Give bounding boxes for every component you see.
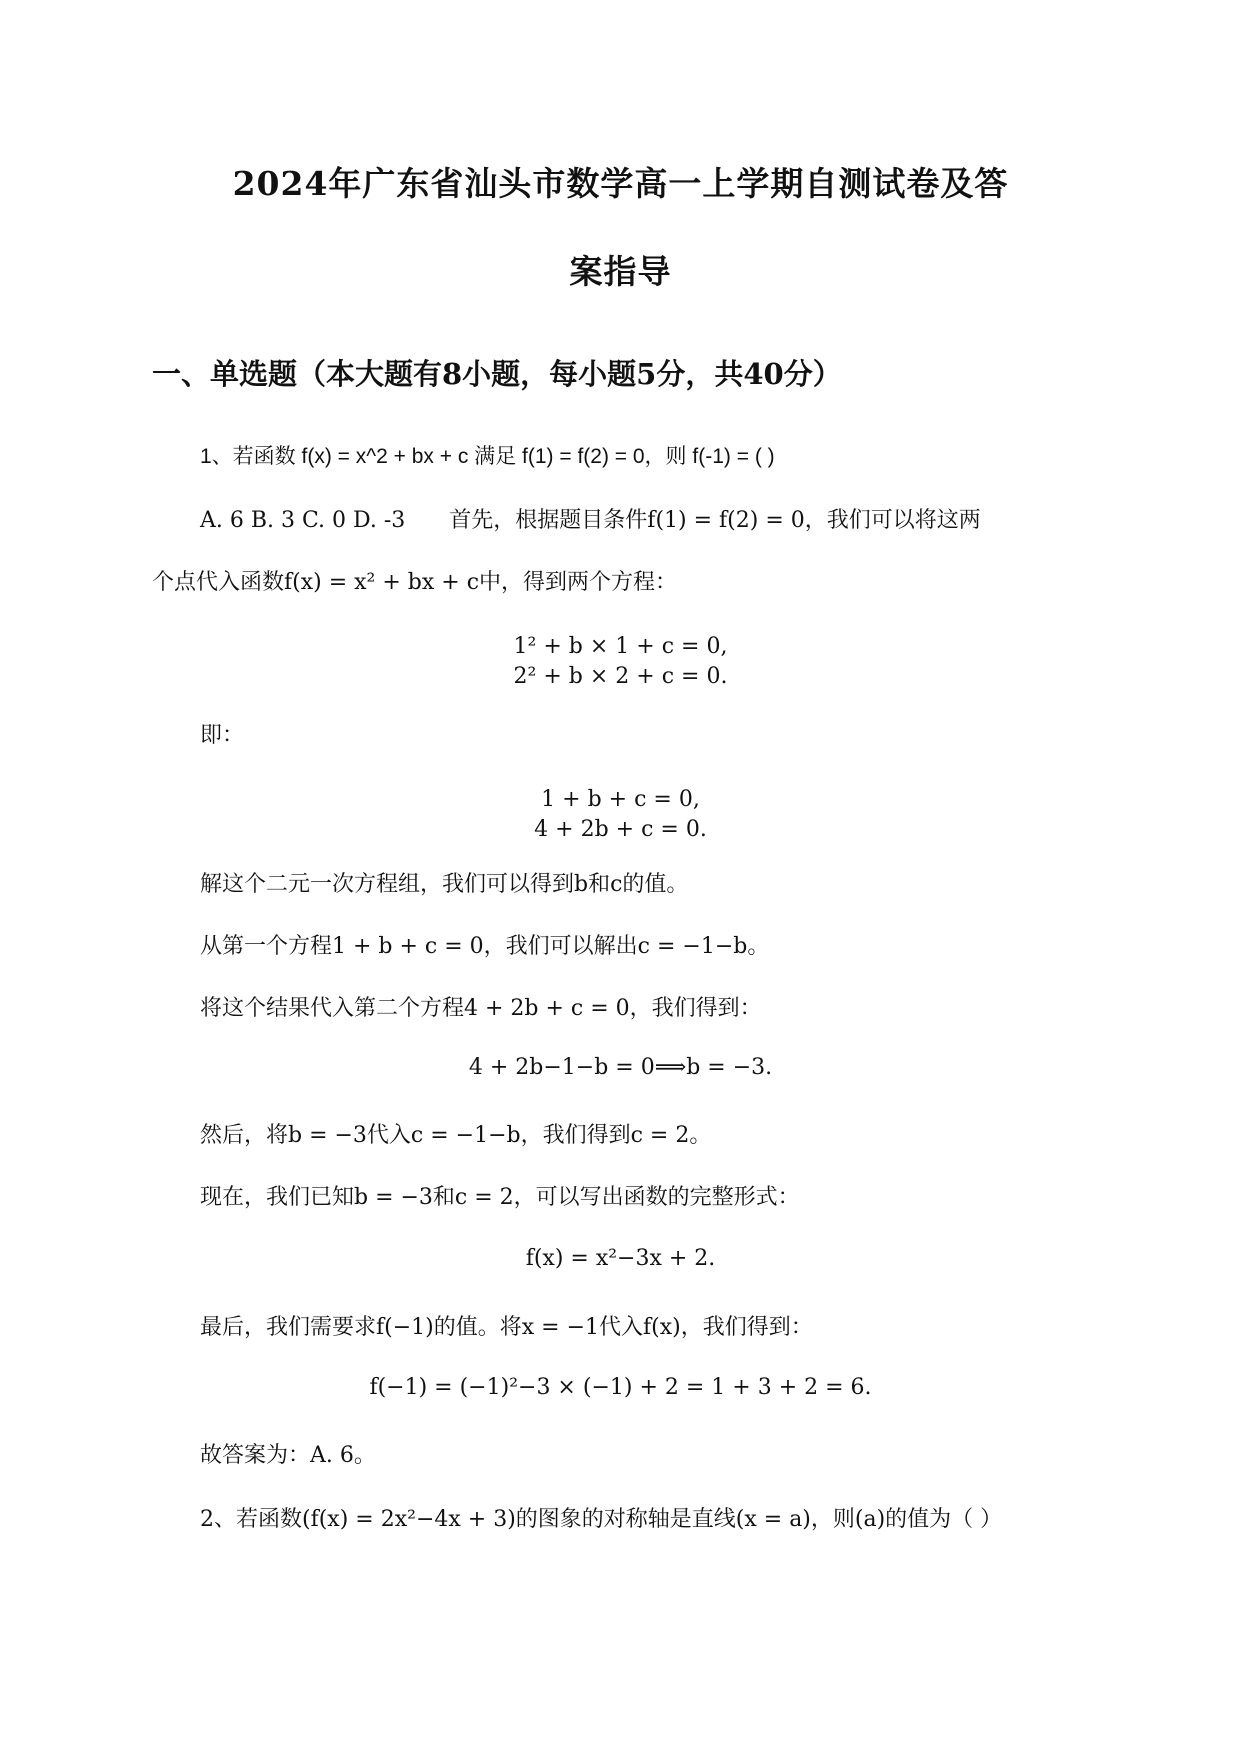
question-2-stem: 2、若函数(f(x) = 2x²−4x + 3)的图象的对称轴是直线(x = a)，则(a)的值为（ ） [200, 1507, 1003, 1532]
question-1-stem: 1、若函数 f(x) = x^2 + bx + c 满足 f(1) = f(2) = 0，则 f(-1) = ( ) [200, 445, 775, 468]
text-ji: 即： [200, 723, 245, 748]
text-answer: 故答案为：A. 6。 [200, 1443, 376, 1468]
text-then: 然后，将b = −3代入c = −1−b，我们得到c = 2。 [200, 1123, 712, 1148]
section-heading: 一、单选题（本大题有8小题，每小题5分，共40分） [152, 357, 842, 391]
equation-b1: 1 + b + c = 0, [541, 787, 700, 812]
equation-e: f(−1) = (−1)²−3 × (−1) + 2 = 1 + 3 + 2 = 6. [369, 1375, 872, 1400]
equation-system-1 [0, 632, 1241, 692]
equation-a2: 2² + b × 2 + c = 0. [513, 664, 728, 689]
equation-a1: 1² + b × 1 + c = 0, [513, 634, 728, 659]
text-last: 最后，我们需要求f(−1)的值。将x = −1代入f(x)，我们得到： [200, 1315, 813, 1340]
equation-b2: 4 + 2b + c = 0. [534, 817, 707, 842]
text-substitute: 将这个结果代入第二个方程4 + 2b + c = 0，我们得到： [200, 996, 762, 1021]
document-title-line2: 案指导 [569, 252, 672, 291]
question-1-intro-continued: 个点代入函数f(x) = x² + bx + c中，得到两个方程： [152, 570, 678, 595]
text-first-equation: 从第一个方程1 + b + c = 0，我们可以解出c = −1−b。 [200, 934, 770, 959]
equation-c: 4 + 2b−1−b = 0⟹b = −3. [468, 1055, 773, 1080]
equation-system-2 [0, 785, 1241, 845]
equation-d: f(x) = x²−3x + 2. [525, 1246, 716, 1271]
text-solve: 解这个二元一次方程组，我们可以得到b和c的值。 [200, 872, 689, 897]
question-1-options-intro: A. 6 B. 3 C. 0 D. -3 首先，根据题目条件f(1) = f(2) = 0，我们可以将这两 [200, 508, 981, 533]
text-now: 现在，我们已知b = −3和c = 2，可以写出函数的完整形式： [200, 1185, 800, 1210]
document-title-line1: 2024年广东省汕头市数学高一上学期自测试卷及答 [232, 164, 1009, 203]
